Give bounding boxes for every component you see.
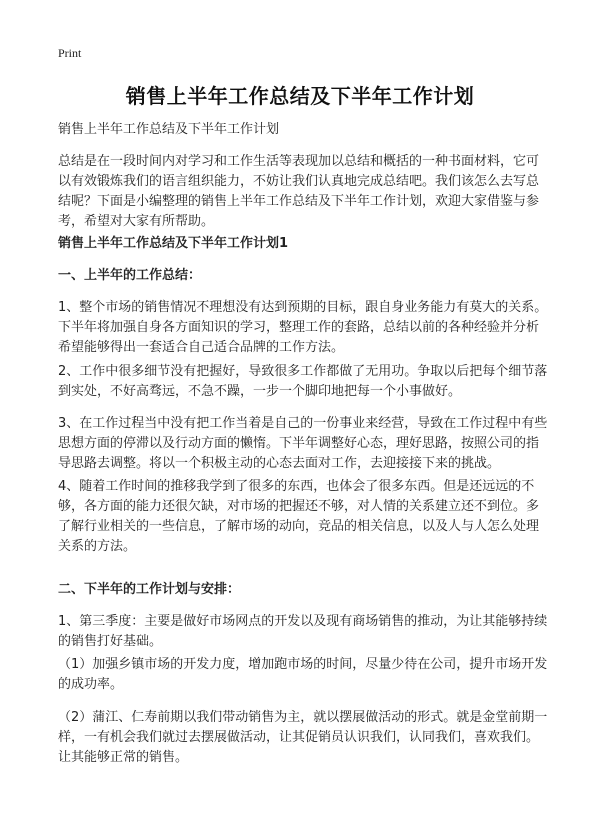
document-subtitle: 销售上半年工作总结及下半年工作计划 bbox=[58, 122, 280, 137]
document-title: 销售上半年工作总结及下半年工作计划 bbox=[125, 84, 475, 108]
section1-paragraph-4: 4、随着工作时间的推移我学到了很多的东西，也体会了很多东西。但是还远远的不够，各方面的能力还很欠缺，对市场的把握还不够，对人情的关系建立还不到位。多了解行业相关的一些信息，了解市场的动向，竞品的相关信息，以及人与人怎么处理关系的方法。 bbox=[58, 479, 540, 554]
section2-heading: 二、下半年的工作计划与安排： bbox=[58, 582, 241, 597]
section1-heading: 一、上半年的工作总结： bbox=[58, 268, 202, 283]
plan-heading: 销售上半年工作总结及下半年工作计划1 bbox=[58, 236, 289, 251]
intro-paragraph: 总结是在一段时间内对学习和工作生活等表现加以总结和概括的一种书面材料，它可以有效锻炼我们的语言组织能力，不妨让我们认真地完成总结吧。我们该怎么去写总结呢？下面是小编整理的销售上半年工作总结及下半年工作计划，欢迎大家借鉴与参考，希望对大家有所帮助。 bbox=[58, 154, 540, 229]
section1-paragraph-1: 1、整个市场的销售情况不理想没有达到预期的目标，跟自身业务能力有莫大的关系。下半年将加强自身各方面知识的学习，整理工作的套路，总结以前的各种经验并分析希望能够得出一套适合自己适合品牌的工作方法。 bbox=[58, 300, 548, 355]
section2-sub-item-2: （2）蒲江、仁寿前期以我们带动销售为主，就以摆展做活动的形式。就是金堂前期一样，一有机会我们就过去摆展做活动，让其促销员认识我们，认同我们，喜欢我们。让其能够正常的销售。 bbox=[58, 710, 548, 765]
section2-q3-paragraph: 1、第三季度：主要是做好市场网点的开发以及现有商场销售的推动，为让其能够持续的销售打好基础。 bbox=[58, 614, 548, 649]
section1-paragraph-2: 2、工作中很多细节没有把握好，导致很多工作都做了无用功。争取以后把每个细节落到实处，不好高骛远，不急不躁，一步一个脚印地把每一个小事做好。 bbox=[58, 364, 548, 399]
section2-sub-item-1: （1）加强乡镇市场的开发力度，增加跑市场的时间，尽量少待在公司，提升市场开发的成功率。 bbox=[58, 657, 548, 692]
print-label: Print bbox=[58, 46, 82, 60]
section1-paragraph-3: 3、在工作过程当中没有把工作当着是自己的一份事业来经营，导致在工作过程中有些思想方面的停滞以及行动方面的懒惰。下半年调整好心态，理好思路，按照公司的指导思路去调整。将以一个积极主动的心态去面对工作，去迎接接下来的挑战。 bbox=[58, 416, 548, 471]
